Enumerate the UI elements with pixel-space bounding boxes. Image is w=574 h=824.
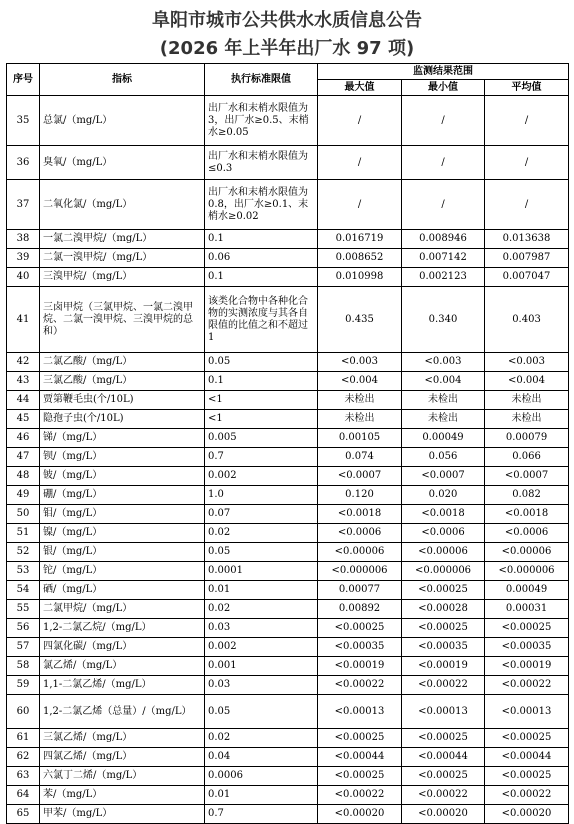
cell-max: <0.00006 bbox=[318, 543, 402, 562]
cell-min: 未检出 bbox=[402, 410, 485, 429]
cell-min: <0.00028 bbox=[402, 600, 485, 619]
table-row bbox=[7, 657, 569, 676]
cell-max: 0.00077 bbox=[318, 581, 402, 600]
cell-standard: 0.0001 bbox=[205, 562, 318, 581]
cell-standard: 0.01 bbox=[205, 581, 318, 600]
cell-max: 未检出 bbox=[318, 391, 402, 410]
cell-indicator: 贾第鞭毛虫(个/10L) bbox=[40, 391, 205, 410]
cell-min: <0.00025 bbox=[402, 581, 485, 600]
cell-indicator: 三氯乙酸/（mg/L） bbox=[40, 372, 205, 391]
table-row bbox=[7, 767, 569, 786]
cell-no: 64 bbox=[7, 786, 40, 805]
cell-min: 0.056 bbox=[402, 448, 485, 467]
cell-standard: 1.0 bbox=[205, 486, 318, 505]
cell-no: 44 bbox=[7, 391, 40, 410]
table-row bbox=[7, 600, 569, 619]
cell-max: <0.00025 bbox=[318, 619, 402, 638]
cell-standard: 0.002 bbox=[205, 638, 318, 657]
table-row bbox=[7, 729, 569, 748]
cell-no: 39 bbox=[7, 249, 40, 268]
cell-no: 38 bbox=[7, 230, 40, 249]
cell-min: <0.00022 bbox=[402, 786, 485, 805]
header-no: 序号 bbox=[7, 64, 40, 96]
cell-avg: <0.00025 bbox=[485, 767, 569, 786]
header-min: 最小值 bbox=[402, 80, 485, 96]
cell-no: 43 bbox=[7, 372, 40, 391]
cell-standard: 0.05 bbox=[205, 353, 318, 372]
cell-max: 0.074 bbox=[318, 448, 402, 467]
cell-min: <0.00025 bbox=[402, 619, 485, 638]
cell-max: 未检出 bbox=[318, 410, 402, 429]
cell-standard: 0.03 bbox=[205, 619, 318, 638]
cell-standard: 0.002 bbox=[205, 467, 318, 486]
cell-indicator: 锑/（mg/L） bbox=[40, 429, 205, 448]
cell-standard: <1 bbox=[205, 410, 318, 429]
cell-min: <0.00044 bbox=[402, 748, 485, 767]
cell-standard: 0.7 bbox=[205, 448, 318, 467]
cell-max: / bbox=[318, 146, 402, 180]
cell-avg: / bbox=[485, 146, 569, 180]
header-avg: 平均值 bbox=[485, 80, 569, 96]
cell-indicator: 四氯乙烯/（mg/L） bbox=[40, 748, 205, 767]
cell-avg: <0.00022 bbox=[485, 786, 569, 805]
cell-max: <0.0018 bbox=[318, 505, 402, 524]
cell-indicator: 银/（mg/L） bbox=[40, 543, 205, 562]
cell-min: <0.00013 bbox=[402, 695, 485, 729]
cell-indicator: 二氯一溴甲烷/（mg/L） bbox=[40, 249, 205, 268]
cell-min: <0.00022 bbox=[402, 676, 485, 695]
cell-no: 46 bbox=[7, 429, 40, 448]
cell-no: 47 bbox=[7, 448, 40, 467]
cell-indicator: 硼/（mg/L） bbox=[40, 486, 205, 505]
cell-indicator: 1,2-二氯乙烯（总量）/（mg/L） bbox=[40, 695, 205, 729]
cell-standard: 出厂水和末梢水限值为 3，出厂水≥0.5、末梢水≥0.05 bbox=[205, 96, 318, 146]
cell-indicator: 臭氧/（mg/L） bbox=[40, 146, 205, 180]
cell-avg: <0.003 bbox=[485, 353, 569, 372]
cell-min: 未检出 bbox=[402, 391, 485, 410]
cell-no: 60 bbox=[7, 695, 40, 729]
cell-avg: <0.00013 bbox=[485, 695, 569, 729]
cell-no: 59 bbox=[7, 676, 40, 695]
cell-max: 0.00105 bbox=[318, 429, 402, 448]
cell-indicator: 三卤甲烷（三氯甲烷、一氯二溴甲烷、二氯一溴甲烷、三溴甲烷的总和） bbox=[40, 287, 205, 353]
cell-indicator: 二氯甲烷/（mg/L） bbox=[40, 600, 205, 619]
table-row bbox=[7, 748, 569, 767]
cell-standard: 0.001 bbox=[205, 657, 318, 676]
cell-no: 41 bbox=[7, 287, 40, 353]
table-row bbox=[7, 486, 569, 505]
cell-avg: 0.00049 bbox=[485, 581, 569, 600]
table-row bbox=[7, 805, 569, 824]
water-quality-table bbox=[6, 63, 569, 824]
cell-indicator: 1,1-二氯乙烯/（mg/L） bbox=[40, 676, 205, 695]
cell-max: 0.010998 bbox=[318, 268, 402, 287]
cell-avg: <0.00035 bbox=[485, 638, 569, 657]
cell-min: <0.00006 bbox=[402, 543, 485, 562]
cell-standard: 0.03 bbox=[205, 676, 318, 695]
cell-indicator: 三氯乙烯/（mg/L） bbox=[40, 729, 205, 748]
cell-indicator: 一氯二溴甲烷/（mg/L） bbox=[40, 230, 205, 249]
table-row bbox=[7, 372, 569, 391]
table-row bbox=[7, 786, 569, 805]
cell-min: 0.008946 bbox=[402, 230, 485, 249]
cell-min: 0.340 bbox=[402, 287, 485, 353]
cell-min: <0.004 bbox=[402, 372, 485, 391]
cell-indicator: 三溴甲烷/（mg/L） bbox=[40, 268, 205, 287]
cell-no: 45 bbox=[7, 410, 40, 429]
cell-avg: <0.00025 bbox=[485, 729, 569, 748]
table-row bbox=[7, 180, 569, 230]
cell-standard: 0.02 bbox=[205, 729, 318, 748]
cell-min: <0.0007 bbox=[402, 467, 485, 486]
cell-avg: <0.0007 bbox=[485, 467, 569, 486]
cell-indicator: 钼/（mg/L） bbox=[40, 505, 205, 524]
cell-avg: 0.403 bbox=[485, 287, 569, 353]
header-standard: 执行标准限值 bbox=[205, 64, 318, 96]
cell-max: <0.00022 bbox=[318, 676, 402, 695]
table-row bbox=[7, 543, 569, 562]
cell-max: <0.000006 bbox=[318, 562, 402, 581]
cell-standard: 0.02 bbox=[205, 600, 318, 619]
cell-standard: 0.1 bbox=[205, 372, 318, 391]
cell-avg: <0.00025 bbox=[485, 619, 569, 638]
table-row bbox=[7, 429, 569, 448]
table-row bbox=[7, 268, 569, 287]
cell-standard: 0.04 bbox=[205, 748, 318, 767]
cell-max: <0.00025 bbox=[318, 729, 402, 748]
cell-avg: <0.00044 bbox=[485, 748, 569, 767]
cell-standard: 出厂水和末梢水限值为≤0.3 bbox=[205, 146, 318, 180]
table-row bbox=[7, 467, 569, 486]
cell-no: 40 bbox=[7, 268, 40, 287]
cell-min: 0.00049 bbox=[402, 429, 485, 448]
cell-min: <0.00019 bbox=[402, 657, 485, 676]
cell-avg: / bbox=[485, 180, 569, 230]
cell-no: 36 bbox=[7, 146, 40, 180]
cell-max: <0.00013 bbox=[318, 695, 402, 729]
cell-indicator: 氯乙烯/（mg/L） bbox=[40, 657, 205, 676]
cell-indicator: 铊/（mg/L） bbox=[40, 562, 205, 581]
table-row bbox=[7, 410, 569, 429]
cell-avg: 未检出 bbox=[485, 391, 569, 410]
cell-avg: 0.066 bbox=[485, 448, 569, 467]
cell-no: 52 bbox=[7, 543, 40, 562]
cell-indicator: 六氯丁二烯/（mg/L） bbox=[40, 767, 205, 786]
cell-standard: 0.05 bbox=[205, 543, 318, 562]
cell-max: <0.004 bbox=[318, 372, 402, 391]
cell-no: 58 bbox=[7, 657, 40, 676]
cell-standard: 0.005 bbox=[205, 429, 318, 448]
cell-avg: <0.00006 bbox=[485, 543, 569, 562]
notice-title: 阜阳市城市公共供水水质信息公告 bbox=[152, 10, 422, 31]
cell-max: <0.0007 bbox=[318, 467, 402, 486]
cell-avg: 0.013638 bbox=[485, 230, 569, 249]
cell-avg: <0.000006 bbox=[485, 562, 569, 581]
table-row bbox=[7, 353, 569, 372]
table-body bbox=[7, 96, 569, 824]
table-row bbox=[7, 695, 569, 729]
cell-max: <0.00019 bbox=[318, 657, 402, 676]
cell-indicator: 钡/（mg/L） bbox=[40, 448, 205, 467]
cell-avg: 0.00079 bbox=[485, 429, 569, 448]
cell-no: 48 bbox=[7, 467, 40, 486]
cell-max: 0.120 bbox=[318, 486, 402, 505]
cell-avg: 0.082 bbox=[485, 486, 569, 505]
cell-min: 0.020 bbox=[402, 486, 485, 505]
cell-avg: <0.00020 bbox=[485, 805, 569, 824]
cell-indicator: 甲苯/（mg/L） bbox=[40, 805, 205, 824]
cell-no: 49 bbox=[7, 486, 40, 505]
cell-indicator: 总氯/（mg/L） bbox=[40, 96, 205, 146]
table-row bbox=[7, 249, 569, 268]
cell-max: <0.00022 bbox=[318, 786, 402, 805]
cell-indicator: 苯/（mg/L） bbox=[40, 786, 205, 805]
cell-standard: 0.01 bbox=[205, 786, 318, 805]
cell-min: <0.00025 bbox=[402, 767, 485, 786]
cell-avg: 0.007987 bbox=[485, 249, 569, 268]
table-row bbox=[7, 146, 569, 180]
cell-avg: 0.00031 bbox=[485, 600, 569, 619]
cell-standard: 该类化合物中各种化合物的实测浓度与其各自限值的比值之和不超过 1 bbox=[205, 287, 318, 353]
cell-no: 51 bbox=[7, 524, 40, 543]
cell-indicator: 1,2-二氯乙烷/（mg/L） bbox=[40, 619, 205, 638]
cell-no: 35 bbox=[7, 96, 40, 146]
cell-indicator: 二氧化氯/（mg/L） bbox=[40, 180, 205, 230]
table-row bbox=[7, 287, 569, 353]
cell-min: <0.0018 bbox=[402, 505, 485, 524]
table-row bbox=[7, 391, 569, 410]
cell-no: 42 bbox=[7, 353, 40, 372]
cell-max: <0.00025 bbox=[318, 767, 402, 786]
cell-max: 0.016719 bbox=[318, 230, 402, 249]
cell-max: <0.00044 bbox=[318, 748, 402, 767]
cell-no: 56 bbox=[7, 619, 40, 638]
cell-avg: 0.007047 bbox=[485, 268, 569, 287]
cell-max: / bbox=[318, 180, 402, 230]
cell-standard: 出厂水和末梢水限值为 0.8，出厂水≥0.1、末梢水≥0.02 bbox=[205, 180, 318, 230]
cell-standard: 0.05 bbox=[205, 695, 318, 729]
cell-avg: <0.00019 bbox=[485, 657, 569, 676]
table-row bbox=[7, 448, 569, 467]
cell-max: / bbox=[318, 96, 402, 146]
cell-no: 54 bbox=[7, 581, 40, 600]
header-max: 最大值 bbox=[318, 80, 402, 96]
cell-min: <0.000006 bbox=[402, 562, 485, 581]
table-row bbox=[7, 562, 569, 581]
table-row bbox=[7, 676, 569, 695]
cell-max: <0.00035 bbox=[318, 638, 402, 657]
cell-max: 0.008652 bbox=[318, 249, 402, 268]
cell-indicator: 四氯化碳/（mg/L） bbox=[40, 638, 205, 657]
cell-no: 62 bbox=[7, 748, 40, 767]
cell-no: 37 bbox=[7, 180, 40, 230]
cell-min: / bbox=[402, 146, 485, 180]
table-row bbox=[7, 619, 569, 638]
table-row bbox=[7, 581, 569, 600]
cell-indicator: 二氯乙酸/（mg/L） bbox=[40, 353, 205, 372]
table-row bbox=[7, 638, 569, 657]
cell-min: <0.0006 bbox=[402, 524, 485, 543]
cell-min: <0.00035 bbox=[402, 638, 485, 657]
cell-max: <0.003 bbox=[318, 353, 402, 372]
table-row bbox=[7, 524, 569, 543]
cell-avg: <0.0018 bbox=[485, 505, 569, 524]
cell-standard: <1 bbox=[205, 391, 318, 410]
cell-avg: 未检出 bbox=[485, 410, 569, 429]
table-row bbox=[7, 230, 569, 249]
cell-no: 50 bbox=[7, 505, 40, 524]
cell-max: 0.00892 bbox=[318, 600, 402, 619]
cell-max: 0.435 bbox=[318, 287, 402, 353]
cell-no: 61 bbox=[7, 729, 40, 748]
cell-min: 0.002123 bbox=[402, 268, 485, 287]
cell-standard: 0.06 bbox=[205, 249, 318, 268]
cell-no: 63 bbox=[7, 767, 40, 786]
header-range: 监测结果范围 bbox=[318, 64, 569, 80]
cell-no: 57 bbox=[7, 638, 40, 657]
cell-avg: <0.004 bbox=[485, 372, 569, 391]
cell-avg: / bbox=[485, 96, 569, 146]
cell-indicator: 硒/（mg/L） bbox=[40, 581, 205, 600]
cell-standard: 0.0006 bbox=[205, 767, 318, 786]
cell-no: 65 bbox=[7, 805, 40, 824]
cell-standard: 0.7 bbox=[205, 805, 318, 824]
cell-no: 53 bbox=[7, 562, 40, 581]
cell-avg: <0.0006 bbox=[485, 524, 569, 543]
table-row bbox=[7, 505, 569, 524]
cell-max: <0.0006 bbox=[318, 524, 402, 543]
cell-max: <0.00020 bbox=[318, 805, 402, 824]
cell-standard: 0.07 bbox=[205, 505, 318, 524]
cell-avg: <0.00022 bbox=[485, 676, 569, 695]
cell-standard: 0.1 bbox=[205, 230, 318, 249]
cell-standard: 0.02 bbox=[205, 524, 318, 543]
cell-indicator: 镍/（mg/L） bbox=[40, 524, 205, 543]
cell-min: <0.00025 bbox=[402, 729, 485, 748]
cell-no: 55 bbox=[7, 600, 40, 619]
cell-indicator: 铍/（mg/L） bbox=[40, 467, 205, 486]
header-indicator: 指标 bbox=[40, 64, 205, 96]
cell-min: <0.00020 bbox=[402, 805, 485, 824]
cell-min: <0.003 bbox=[402, 353, 485, 372]
cell-indicator: 隐孢子虫(个/10L) bbox=[40, 410, 205, 429]
table-row bbox=[7, 96, 569, 146]
cell-min: / bbox=[402, 96, 485, 146]
cell-standard: 0.1 bbox=[205, 268, 318, 287]
cell-min: 0.007142 bbox=[402, 249, 485, 268]
cell-min: / bbox=[402, 180, 485, 230]
notice-subtitle: (2026 年上半年出厂水 97 项) bbox=[159, 38, 415, 59]
